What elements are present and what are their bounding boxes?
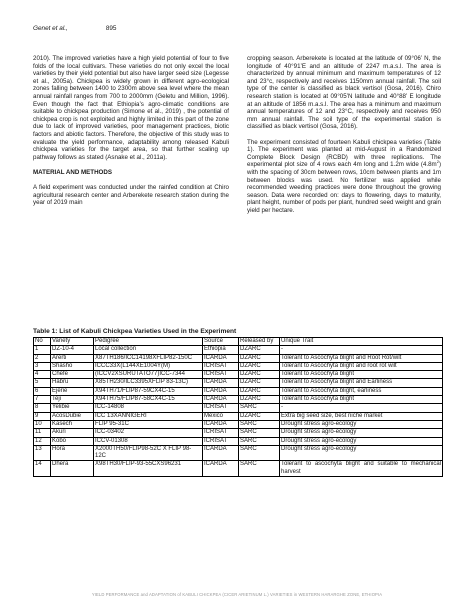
section-heading-methods: MATERIAL AND METHODS xyxy=(33,168,112,176)
cell-source: Ethiopia xyxy=(203,346,239,354)
cell-pedigree: X94TH75/FLIP87-58CX4C-15 xyxy=(94,396,203,404)
experiment-text-part2: ) with the spacing of 30cm between rows, 10cm between plants and 1m between blocks was used. No fertilizer was applied while recommended weeding practices were done throughout the growing season. Data were recorded on: days to flowering, days to maturity, plant height, number of pods per plant, hundred seed weight and grain yield per hectare. xyxy=(247,161,441,214)
cell-source: ICRISAT xyxy=(203,362,239,370)
table-row xyxy=(34,404,443,412)
table-header-row xyxy=(34,338,443,346)
cell-no: 5 xyxy=(34,379,51,387)
cell-unique-trait: Tolerant to Ascochyta blight xyxy=(280,396,443,404)
cell-pedigree: ICC 13XANNIGERI xyxy=(94,412,203,420)
cell-no: 13 xyxy=(34,445,51,461)
cell-variety: Habru xyxy=(51,379,94,387)
cell-source: ICRISAT xyxy=(203,404,239,412)
cell-variety: Arerti xyxy=(51,354,94,362)
table-row xyxy=(34,445,443,461)
cell-source: ICRISAT xyxy=(203,437,239,445)
cell-source: ICARDA xyxy=(203,396,239,404)
page-header xyxy=(33,25,117,32)
methods-paragraph: A field experiment was conducted under the rainfed condition at Chiro agricultural research center and Arberekete research station during the year of 2019 main xyxy=(33,184,229,207)
table-row xyxy=(34,387,443,395)
cell-pedigree: X85TH230/ILC3395XFLIP 83-13C) xyxy=(94,379,203,387)
cell-no: 8 xyxy=(34,404,51,412)
cell-source: ICARDA xyxy=(203,461,239,477)
cell-unique-trait: Tolerant to Ascochyta blight xyxy=(280,371,443,379)
cell-pedigree: FLIP 95-31C xyxy=(94,420,203,428)
cell-no: 1 xyxy=(34,346,51,354)
table-body xyxy=(34,346,443,477)
cell-unique-trait: Tolerant to ascochyta blight and suitable to mechanical harvest xyxy=(281,461,441,475)
right-column xyxy=(247,55,441,222)
cell-unique-trait: Drought stress agro-ecology xyxy=(280,437,443,445)
cell-no: 6 xyxy=(34,387,51,395)
cell-pedigree: Local collection xyxy=(94,346,203,354)
cell-pedigree: X98TH30/FLIP-93-55CXS96231 xyxy=(94,461,203,477)
cell-source: ICARDA xyxy=(203,379,239,387)
cell-unique-trait: Tolerant to Ascochyta blight and Earliness xyxy=(280,379,443,387)
cell-no: 12 xyxy=(34,437,51,445)
cell-released-by: DZARC xyxy=(239,412,280,420)
table-row xyxy=(34,461,443,477)
cell-variety: Kasech xyxy=(51,420,94,428)
cell-source: ICARDA xyxy=(203,445,239,461)
table-row xyxy=(34,412,443,420)
cell-released-by: SARC xyxy=(239,437,280,445)
cell-pedigree: ICCV-01308 xyxy=(94,437,203,445)
cell-released-by: SARC xyxy=(239,461,280,477)
table-row xyxy=(34,354,443,362)
cell-variety: Ejerie xyxy=(51,387,94,395)
table-row xyxy=(34,371,443,379)
cell-variety: Dhera xyxy=(51,461,94,477)
cell-variety: Teji xyxy=(51,396,94,404)
cell-no: 7 xyxy=(34,396,51,404)
cell-unique-trait: Tolerant to Ascochyta blight and root rot wilt xyxy=(280,362,443,370)
header-pedigree: Pedigree xyxy=(94,338,203,346)
cell-pedigree: ICC-14808 xyxy=(94,404,203,412)
cell-variety: AcosDubie xyxy=(51,412,94,420)
cell-unique-trait: Tolerant to Ascochyta blight and Root Rot/wilt xyxy=(280,354,443,362)
cell-source: ICARDA xyxy=(203,420,239,428)
header-page-number: 895 xyxy=(105,25,117,32)
cell-released-by: DZARC xyxy=(239,362,280,370)
table-title: Table 1: List of Kabuli Chickpea Varieties Used in the Experiment xyxy=(33,328,237,335)
intro-paragraph: 2010). The improved varieties have a high yield potential of four to five folds of the local cultivars. These varieties do not only excel the local varieties by their yield potential but also have larger seed size (Legesse et al., 2005a). Chickpea is widely grown in different agro-ecological zones falling between 1400 to 2300m above sea level where the mean annual rainfall ranges from 700 to 2000mm (Geletu and Million, 1996). Even though the fact that Ethiopia’s agro-climatic conditions are suitable to chickpea production (Simone et al., 2019) , the potential of chickpea crop is not exploited and highly limited in this part of the zone due to lack of improved varieties, poor management practices, biotic factors and abiotic factors. Therefore, the objective of this study was to evaluate the yield performance, adaptability among released Kabuli chickpea varieties for the target area, so that further scaling up pathway follows as stated (Asnake et al., 2011a). xyxy=(33,55,229,161)
cell-variety: Hora xyxy=(51,445,94,461)
page-footer: YIELD PERFORMANCE and ADAPTATION of KABULI CHICKPEA (CICER ARIETINUM L.) VARIETIES in WESTERN HARARGHE ZONE, ETHIOPIA xyxy=(91,592,383,597)
area-superscript: 2 xyxy=(436,159,439,165)
cell-variety: Yelibie xyxy=(51,404,94,412)
cell-unique-trait: Tolerant to Ascochyta blight, earliness xyxy=(280,387,443,395)
table-row xyxy=(34,429,443,437)
cell-variety: Kobo xyxy=(51,437,94,445)
site-description-paragraph: cropping season. Arberekete is located at the latitude of 09°06’ N, the longitude of 40°91’E and an altitude of 2247 m.a.s.l. The area is characterized by annual minimum and maximum temperatures of 12 and 23°c, respectively and receives 1150mm annual rainfall. The soil type of the center is classified as black vertisol (Gosa, 2016). Chiro research station is located at 09°05’N latitude and 40°88’ E longitude at an altitude of 1856 m.a.s.l. The area has a minimum and maximum annual temperatures of 12 and 23°C, respectively and receives 950 mm annual rainfall. The soil type of the experimental station is classified as black vertisol (Gosa, 2016). xyxy=(247,55,441,131)
cell-no: 11 xyxy=(34,429,51,437)
cell-no: 14 xyxy=(34,461,51,477)
cell-released-by: SARC xyxy=(239,420,280,428)
cell-pedigree: (ICCV2XSURUTATO77)ICC-7344 xyxy=(94,371,203,379)
header-released-by: Released by xyxy=(239,338,280,346)
table-row xyxy=(34,420,443,428)
cell-variety: Akuri xyxy=(51,429,94,437)
cell-source: ICRISAT xyxy=(203,429,239,437)
cell-unique-trait: - xyxy=(280,404,443,412)
cell-released-by: DZARC xyxy=(239,396,280,404)
cell-released-by: SARC xyxy=(239,429,280,437)
table-row xyxy=(34,379,443,387)
cell-pedigree: X94TH71/FLIP87-59CX4C-15 xyxy=(94,387,203,395)
experiment-text-part1: The experiment consisted of fourteen Kabuli chickpea varieties (Table 1). The experiment was planted at mid-August in a Randomized Complete Block Design (RCBD) with three replications. The experimental plot size of 4 rows each 4m long and 1.2m wide (4.8m xyxy=(247,138,441,169)
cell-pedigree: X2000TH50/FLIP98-52C X FLIP 98-12C xyxy=(94,445,203,461)
table-row xyxy=(34,346,443,354)
cell-released-by: DZARC xyxy=(239,379,280,387)
cell-no: 3 xyxy=(34,362,51,370)
cell-source: Mexico xyxy=(203,412,239,420)
left-column xyxy=(33,55,229,214)
cell-released-by: SARC xyxy=(239,404,280,412)
cell-pedigree: X87TH186/ICC14198XFLIP82-150C xyxy=(94,354,203,362)
header-authors: Genet et al., xyxy=(33,25,68,32)
cell-released-by: DZARC xyxy=(239,354,280,362)
header-unique-trait: Unique Trait xyxy=(280,338,443,346)
cell-variety: DZ-10-4 xyxy=(51,346,94,354)
cell-no: 2 xyxy=(34,354,51,362)
header-no: No xyxy=(34,338,51,346)
cell-unique-trait: Drought stress agro-ecology xyxy=(280,429,443,437)
cell-unique-trait: Drought stress agro-ecology xyxy=(280,445,443,461)
cell-released-by: DZARC xyxy=(239,346,280,354)
experiment-paragraph xyxy=(247,139,441,215)
cell-no: 9 xyxy=(34,412,51,420)
cell-variety: Chefe xyxy=(51,371,94,379)
header-variety: Variety xyxy=(51,338,94,346)
table-row xyxy=(34,437,443,445)
cell-released-by: DZARC xyxy=(239,371,280,379)
cell-pedigree: ICC-03402 xyxy=(94,429,203,437)
varieties-table xyxy=(33,337,443,477)
cell-source: ICARDA xyxy=(203,354,239,362)
cell-no: 4 xyxy=(34,371,51,379)
cell-released-by: DZARC xyxy=(239,387,280,395)
cell-no: 10 xyxy=(34,420,51,428)
cell-variety: Shasho xyxy=(51,362,94,370)
cell-source: ICRISAT xyxy=(203,371,239,379)
cell-unique-trait: Extra big seed size, best niche market xyxy=(280,412,443,420)
cell-source: ICARDA xyxy=(203,387,239,395)
cell-pedigree: ICCC33X(L144XE1004Y(M) xyxy=(94,362,203,370)
header-source: Source xyxy=(203,338,239,346)
table-row xyxy=(34,396,443,404)
cell-released-by: SARC xyxy=(239,445,280,461)
table-row xyxy=(34,362,443,370)
cell-unique-trait: - xyxy=(280,346,443,354)
cell-unique-trait: Drought stress agro-ecology xyxy=(280,420,443,428)
